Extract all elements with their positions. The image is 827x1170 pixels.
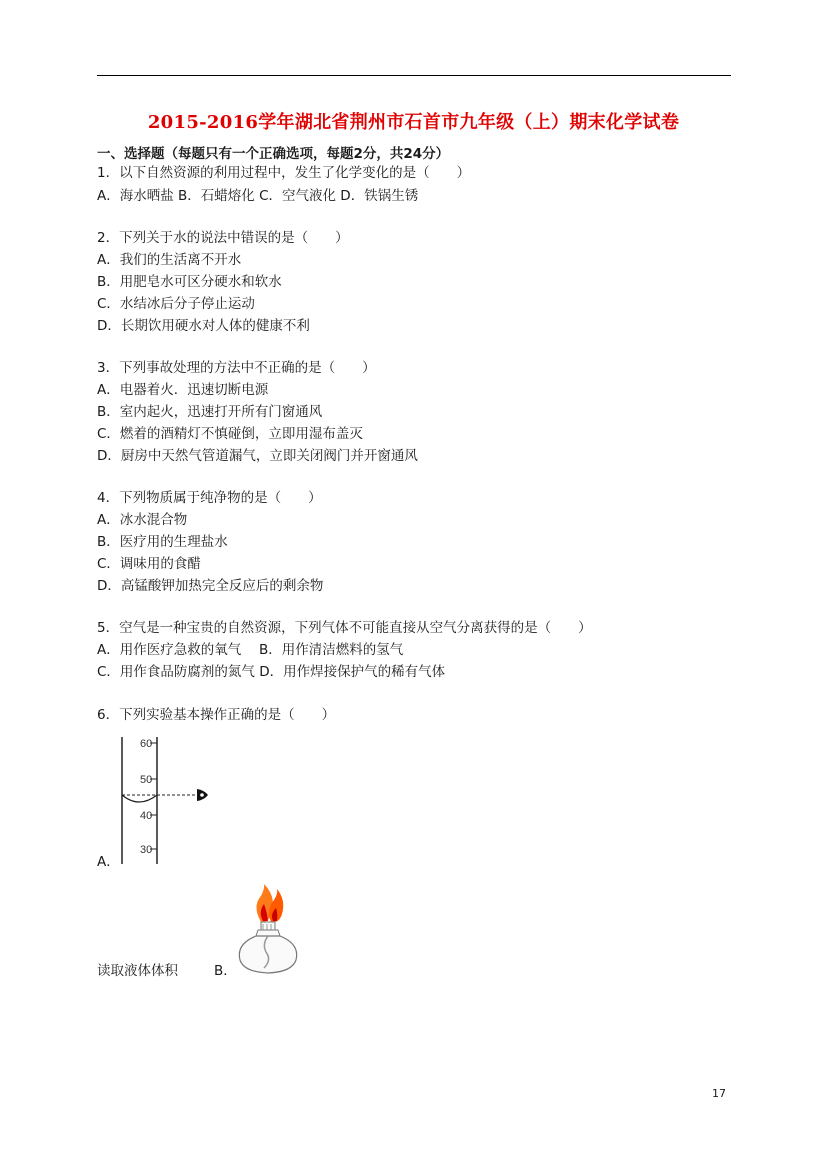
question-5-options-cd: C．用作食品防腐剂的氮气 D．用作焊接保护气的稀有气体 bbox=[97, 664, 446, 680]
question-3-option-a: A．电器着火．迅速切断电源 bbox=[97, 382, 269, 398]
alcohol-lamp-figure bbox=[234, 884, 306, 976]
tick-label-40: 40 bbox=[140, 810, 153, 822]
page-title: 2015-2016学年湖北省荆州市石首市九年级（上）期末化学试卷 bbox=[147, 112, 680, 133]
question-2-option-c: C．水结冰后分子停止运动 bbox=[97, 296, 255, 312]
question-2-option-b: B．用肥皂水可区分硬水和软水 bbox=[97, 274, 282, 290]
tick-label-30: 30 bbox=[140, 844, 153, 856]
question-4-option-b: B．医疗用的生理盐水 bbox=[97, 534, 228, 550]
tick-label-50: 50 bbox=[140, 774, 153, 786]
question-4-stem: 4．下列物质属于纯净物的是（ ） bbox=[97, 490, 322, 506]
question-6-option-a-label: A． bbox=[97, 854, 120, 870]
section-heading: 一、选择题（每题只有一个正确选项，每题2分，共24分） bbox=[97, 146, 450, 162]
question-5-options-ab: A．用作医疗急救的氧气 B．用作清洁燃料的氢气 bbox=[97, 642, 404, 658]
header-rule bbox=[97, 75, 731, 76]
question-3-option-d: D．厨房中天然气管道漏气，立即关闭阀门并开窗通风 bbox=[97, 448, 418, 464]
question-4-option-a: A．冰水混合物 bbox=[97, 512, 188, 528]
page-number: 17 bbox=[712, 1087, 726, 1100]
question-3-option-c: C．燃着的酒精灯不慎碰倒，立即用湿布盖灭 bbox=[97, 426, 363, 442]
question-6-option-b-label: B． bbox=[214, 963, 237, 979]
flame-icon bbox=[257, 884, 284, 922]
question-1-stem: 1．以下自然资源的利用过程中，发生了化学变化的是（ ） bbox=[97, 165, 471, 181]
question-2-option-a: A．我们的生活离不开水 bbox=[97, 252, 242, 268]
question-3-option-b: B．室内起火，迅速打开所有门窗通风 bbox=[97, 404, 323, 420]
question-2-stem: 2．下列关于水的说法中错误的是（ ） bbox=[97, 230, 349, 246]
question-1-options: A．海水晒盐 B．石蜡熔化 C．空气液化 D．铁锅生锈 bbox=[97, 188, 419, 204]
question-4-option-c: C．调味用的食醋 bbox=[97, 556, 201, 572]
question-6-option-a-caption: 读取液体体积 bbox=[97, 963, 178, 979]
question-4-option-d: D．高锰酸钾加热完全反应后的剩余物 bbox=[97, 578, 324, 594]
question-5-stem: 5．空气是一种宝贵的自然资源，下列气体不可能直接从空气分离获得的是（ ） bbox=[97, 620, 592, 636]
question-6-stem: 6．下列实验基本操作正确的是（ ） bbox=[97, 707, 336, 723]
question-3-stem: 3．下列事故处理的方法中不正确的是（ ） bbox=[97, 360, 376, 376]
question-2-option-d: D．长期饮用硬水对人体的健康不利 bbox=[97, 318, 310, 334]
graduated-cylinder-figure bbox=[118, 733, 218, 868]
eye-icon bbox=[197, 789, 208, 801]
tick-label-60: 60 bbox=[140, 738, 153, 750]
